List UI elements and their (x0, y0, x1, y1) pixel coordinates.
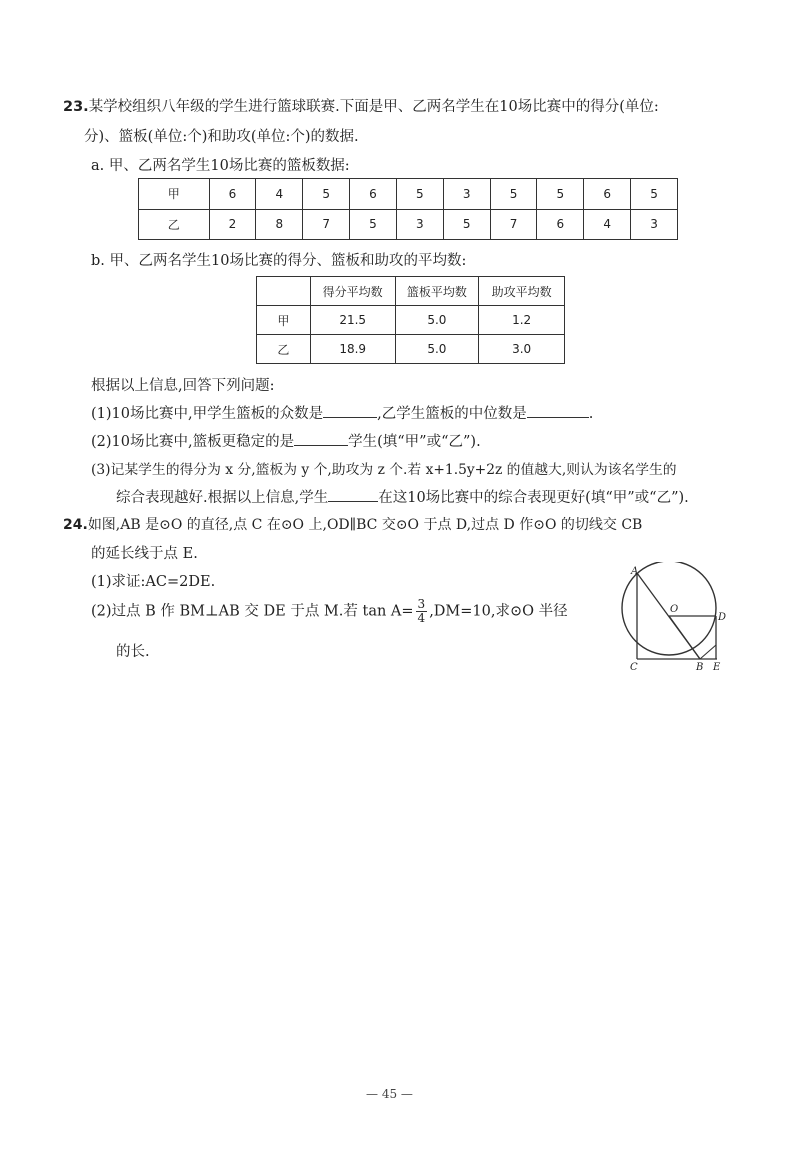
q23-part-b-title: b. 甲、乙两名学生10场比赛的得分、篮板和助攻的平均数: (91, 253, 467, 269)
q24-sub1: (1)求证:AC=2DE. (91, 574, 216, 590)
q23-stem-line1: 23.某学校组织八年级的学生进行篮球联赛.下面是甲、乙两名学生在10场比赛中的得分(单位: (63, 99, 659, 115)
header-cell: 得分平均数 (310, 277, 395, 306)
label-c: C (630, 662, 638, 673)
cell: 5 (537, 179, 584, 210)
label-o: O (670, 604, 679, 615)
cell: 5 (490, 179, 537, 210)
table-row (139, 179, 678, 210)
cell: 5.0 (395, 306, 479, 335)
answer-blank[interactable] (328, 487, 378, 502)
table-header-row (257, 277, 565, 306)
cell: 8 (256, 209, 303, 240)
cell: 18.9 (310, 335, 395, 364)
row-name: 乙 (139, 209, 210, 240)
row-name: 甲 (257, 306, 311, 335)
q23-number: 23. (63, 99, 89, 115)
cell: 7 (490, 209, 537, 240)
label-e: E (713, 662, 721, 673)
cell: 5 (631, 179, 678, 210)
q23-sub3-line1: (3)记某学生的得分为 x 分,篮板为 y 个,助攻为 z 个.若 x+1.5y+2z 的值越大,则认为该名学生的 (91, 462, 677, 478)
cell: 21.5 (310, 306, 395, 335)
cell: 3 (443, 179, 490, 210)
header-cell: 篮板平均数 (395, 277, 479, 306)
line-bm (700, 645, 716, 659)
geometry-figure (620, 562, 740, 674)
cell: 6 (350, 179, 397, 210)
cell: 6 (537, 209, 584, 240)
cell: 5 (396, 179, 443, 210)
cell: 3 (396, 209, 443, 240)
q23-part-a-title: a. 甲、乙两名学生10场比赛的篮板数据: (91, 158, 350, 174)
label-a: A (631, 566, 639, 577)
cell: 5.0 (395, 335, 479, 364)
q24-sub2-line2: 的长. (116, 644, 150, 660)
cell: 6 (209, 179, 256, 210)
q23-sub2: (2)10场比赛中,篮板更稳定的是 学生(填“甲”或“乙”). (91, 430, 481, 451)
average-table (256, 276, 565, 364)
q23-sub3-line2: 综合表现越好.根据以上信息,学生 在这10场比赛中的综合表现更好(填“甲”或“乙”). (116, 486, 689, 507)
page-number: — 45 — (366, 1087, 413, 1101)
table-row (257, 335, 565, 364)
cell: 1.2 (479, 306, 565, 335)
label-d: D (718, 612, 727, 623)
label-b: B (696, 662, 704, 673)
q24-stem-line2: 的延长线于点 E. (91, 546, 198, 562)
cell: 4 (584, 209, 631, 240)
q24-number: 24. (63, 517, 88, 533)
cell: 3 (631, 209, 678, 240)
cell: 6 (584, 179, 631, 210)
q23-stem-line2: 分)、篮板(单位:个)和助攻(单位:个)的数据. (84, 129, 359, 145)
q24-stem-line1: 24.如图,AB 是⊙O 的直径,点 C 在⊙O 上,OD∥BC 交⊙O 于点 D,过点 D 作⊙O 的切线交 CB (63, 517, 643, 533)
answer-blank[interactable] (323, 403, 377, 418)
header-cell: 助攻平均数 (479, 277, 565, 306)
rebound-table (138, 178, 678, 240)
header-cell (257, 277, 311, 306)
row-name: 乙 (257, 335, 311, 364)
q23-sub1: (1)10场比赛中,甲学生篮板的众数是 ,乙学生篮板的中位数是 . (91, 402, 593, 423)
cell: 7 (303, 209, 350, 240)
cell: 3.0 (479, 335, 565, 364)
q24-sub2-line1: (2)过点 B 作 BM⊥AB 交 DE 于点 M.若 tan A= $\frac{3}{4}$ ,DM=10,求⊙O 半径 (91, 597, 568, 625)
q23-intro: 根据以上信息,回答下列问题: (91, 378, 275, 394)
cell: 5 (443, 209, 490, 240)
cell: 5 (303, 179, 350, 210)
cell: 4 (256, 179, 303, 210)
fraction: $\frac{3}{4}$ (417, 597, 426, 625)
cell: 5 (350, 209, 397, 240)
cell: 2 (209, 209, 256, 240)
answer-blank[interactable] (294, 431, 348, 446)
answer-blank[interactable] (527, 403, 589, 418)
table-row (139, 209, 678, 240)
row-name: 甲 (139, 179, 210, 210)
table-row (257, 306, 565, 335)
